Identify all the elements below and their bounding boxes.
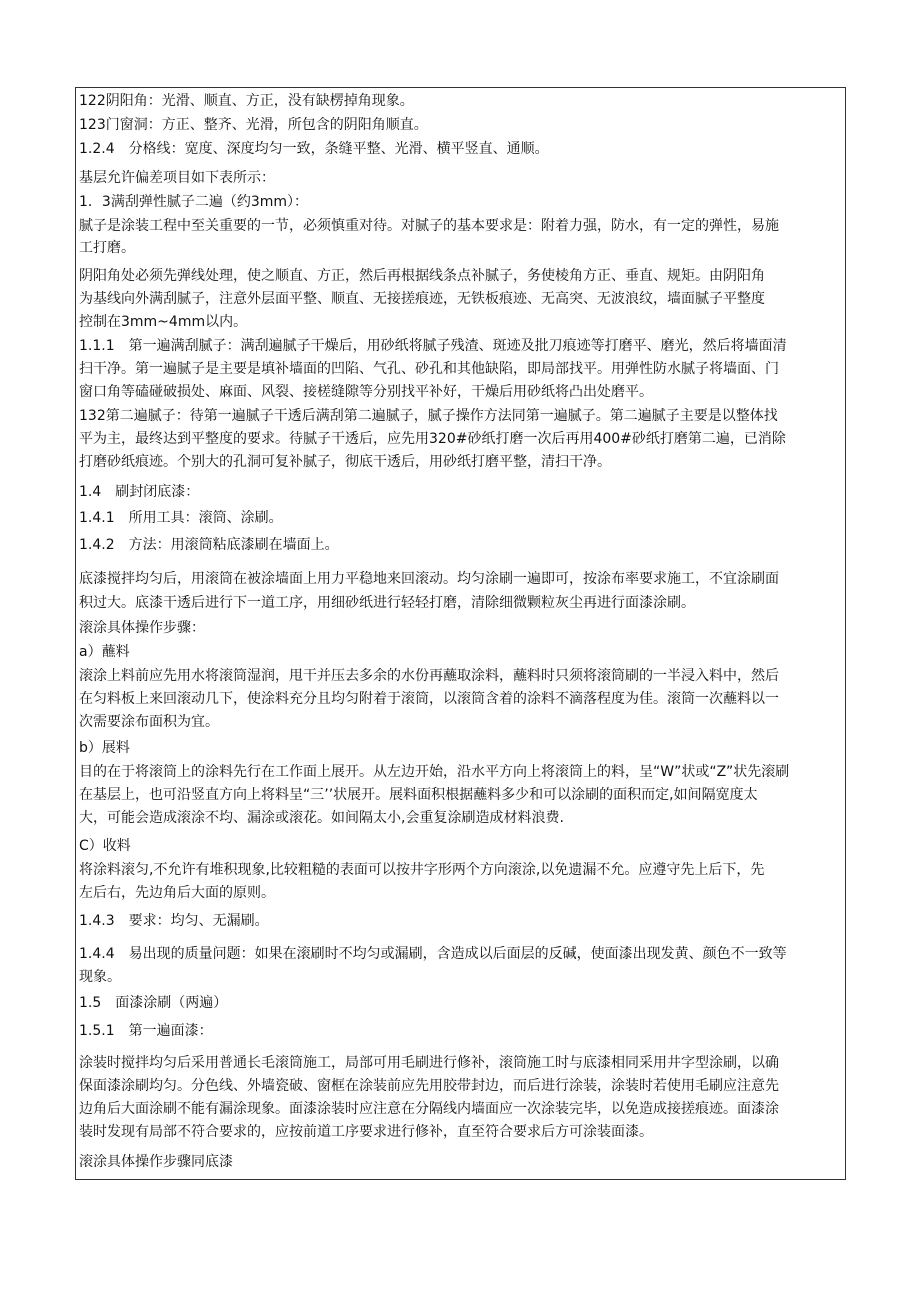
- text-line: 装时发现有局部不符合要求的，应按前道工序要求进行修补，直至符合要求后方可涂装面漆。: [79, 1124, 653, 1140]
- text-line: 基层允许偏差项目如下表所示：: [79, 170, 275, 186]
- text-line: 积过大。底漆干透后进行下一道工序，用细砂纸进行轻轻打磨，清除细微颗粒灰尘再进行面漆涂刷。: [79, 595, 695, 611]
- text-line: 1.2.4 分格线：宽度、深度均匀一致，条缝平整、光滑、横平竖直、通顺。: [79, 141, 549, 157]
- text-line: 滚涂具体操作步骤：: [79, 620, 205, 636]
- document-frame: [75, 87, 846, 1180]
- text-line: 在匀料板上来回滚动几下，使涂料充分且均匀附着于滚筒，以滚筒含着的涂料不滴落程度为佳。滚筒一次蘸料以一: [79, 691, 779, 707]
- text-line: b）展料: [79, 740, 130, 756]
- text-line: 1．3满刮弹性腻子二遍（约3mm）：: [79, 194, 308, 210]
- text-line: 123门窗洞：方正、整齐、光滑，所包含的阴阳角顺直。: [79, 117, 428, 133]
- text-line: 涂装时搅拌均匀后采用普通长毛滚筒施工，局部可用毛刷进行修补，滚筒施工时与底漆相同采用井字型涂刷，以确: [79, 1055, 779, 1071]
- text-line: 腻子是涂装工程中至关重要的一节，必须慎重对待。对腻子的基本要求是：附着力强，防水，有一定的弹性，易施: [79, 218, 779, 234]
- text-line: 目的在于将滚筒上的涂料先行在工作面上展开。从左边开始，沿水平方向上将滚筒上的料，呈“W”状或“Z”状先滚刷: [79, 764, 790, 780]
- text-line: 为基线向外满刮腻子，注意外层面平整、顺直、无接搓痕迹，无铁板痕迹、无高突、无波浪纹，墙面腻子平整度: [79, 291, 765, 307]
- text-line: 1.5.1 第一遍面漆：: [79, 1023, 213, 1039]
- text-line: 1.1.1 第一遍满刮腻子：满刮遍腻子干燥后，用砂纸将腻子残渣、斑迹及批刀痕迹等打磨平、磨光，然后将墙面清: [79, 338, 787, 354]
- text-line: 1.4.2 方法：用滚筒粘底漆刷在墙面上。: [79, 537, 339, 553]
- text-line: 扫干净。第一遍腻子是主要是填补墙面的凹陷、气孔、砂孔和其他缺陷，即局部找平。用弹性防水腻子将墙面、门: [79, 361, 779, 377]
- text-line: a）蘸料: [79, 644, 130, 660]
- text-line: 1.4.1 所用工具：滚筒、涂刷。: [79, 510, 283, 526]
- text-line: 1.4 刷封闭底漆：: [79, 484, 200, 500]
- text-line: 窗口角等磕碰破损处、麻面、风裂、接槎缝隙等分别找平补好，干燥后用砂纸将凸出处磨平。: [79, 384, 653, 400]
- text-line: 122阴阳角：光滑、顺直、方正，没有缺楞掉角现象。: [79, 93, 414, 109]
- text-line: 左后右，先边角后大面的原则。: [79, 885, 275, 901]
- text-line: 大，可能会造成滚涂不均、漏涂或滚花。如间隔太小,会重复涂刷造成材料浪费.: [79, 810, 564, 826]
- text-line: 控制在3mm~4mm以内。: [79, 314, 248, 330]
- text-line: 现象。: [79, 969, 121, 985]
- text-line: 将涂料滚匀,不允许有堆积现象,比较粗糙的表面可以按井字形两个方向滚涂,以免遗漏不允。应遵守先上后下，先: [79, 862, 765, 878]
- text-line: 边角后大面涂刷不能有漏涂现象。面漆涂装时应注意在分隔线内墙面应一次涂装完毕，以免造成接搓痕迹。面漆涂: [79, 1101, 779, 1117]
- text-line: 1.4.3 要求：均匀、无漏刷。: [79, 913, 269, 929]
- text-line: 滚涂具体操作步骤同底漆: [79, 1154, 233, 1170]
- text-line: 滚涂上料前应先用水将滚筒湿润，甩干并压去多余的水份再蘸取涂料，蘸料时只须将滚筒刷的一半浸入料中，然后: [79, 668, 779, 684]
- text-line: 打磨砂纸痕迹。个别大的孔洞可复补腻子，彻底干透后，用砂纸打磨平整，清扫干净。: [79, 454, 611, 470]
- text-line: 底漆搅拌均匀后，用滚筒在被涂墙面上用力平稳地来回滚动。均匀涂刷一遍即可，按涂布率要求施工，不宜涂刷面: [79, 571, 779, 587]
- text-line: 平为主，最终达到平整度的要求。待腻子干透后，应先用320#砂纸打磨一次后再用400#砂纸打磨第二遍，已消除: [79, 431, 786, 447]
- text-line: 1.4.4 易出现的质量问题：如果在滚刷时不均匀或漏刷，含造成以后面层的反碱，使面漆出现发黄、颜色不一致等: [79, 946, 787, 962]
- text-line: 阴阳角处必须先弹线处理，使之顺直、方正，然后再根据线条点补腻子，务使棱角方正、垂直、规矩。由阴阳角: [79, 268, 765, 284]
- text-line: 工打磨。: [79, 240, 135, 256]
- text-line: 保面漆涂刷均匀。分色线、外墙瓷破、窗框在涂装前应先用胶带封边，而后进行涂装，涂装时若使用毛刷应注意先: [79, 1078, 779, 1094]
- text-line: 1.5 面漆涂刷（两遍）: [79, 995, 228, 1011]
- text-line: 132第二遍腻子：待第一遍腻子干透后满刮第二遍腻子，腻子操作方法同第一遍腻子。第二遍腻子主要是以整体找: [79, 408, 778, 424]
- text-line: 次需要涂布面积为宜。: [79, 714, 219, 730]
- text-line: 在基层上，也可沿竖直方向上将料呈“三’’状展开。展料面积根据蘸料多少和可以涂刷的面积而定,如间隔宽度太: [79, 787, 758, 803]
- text-line: C）收料: [79, 838, 131, 854]
